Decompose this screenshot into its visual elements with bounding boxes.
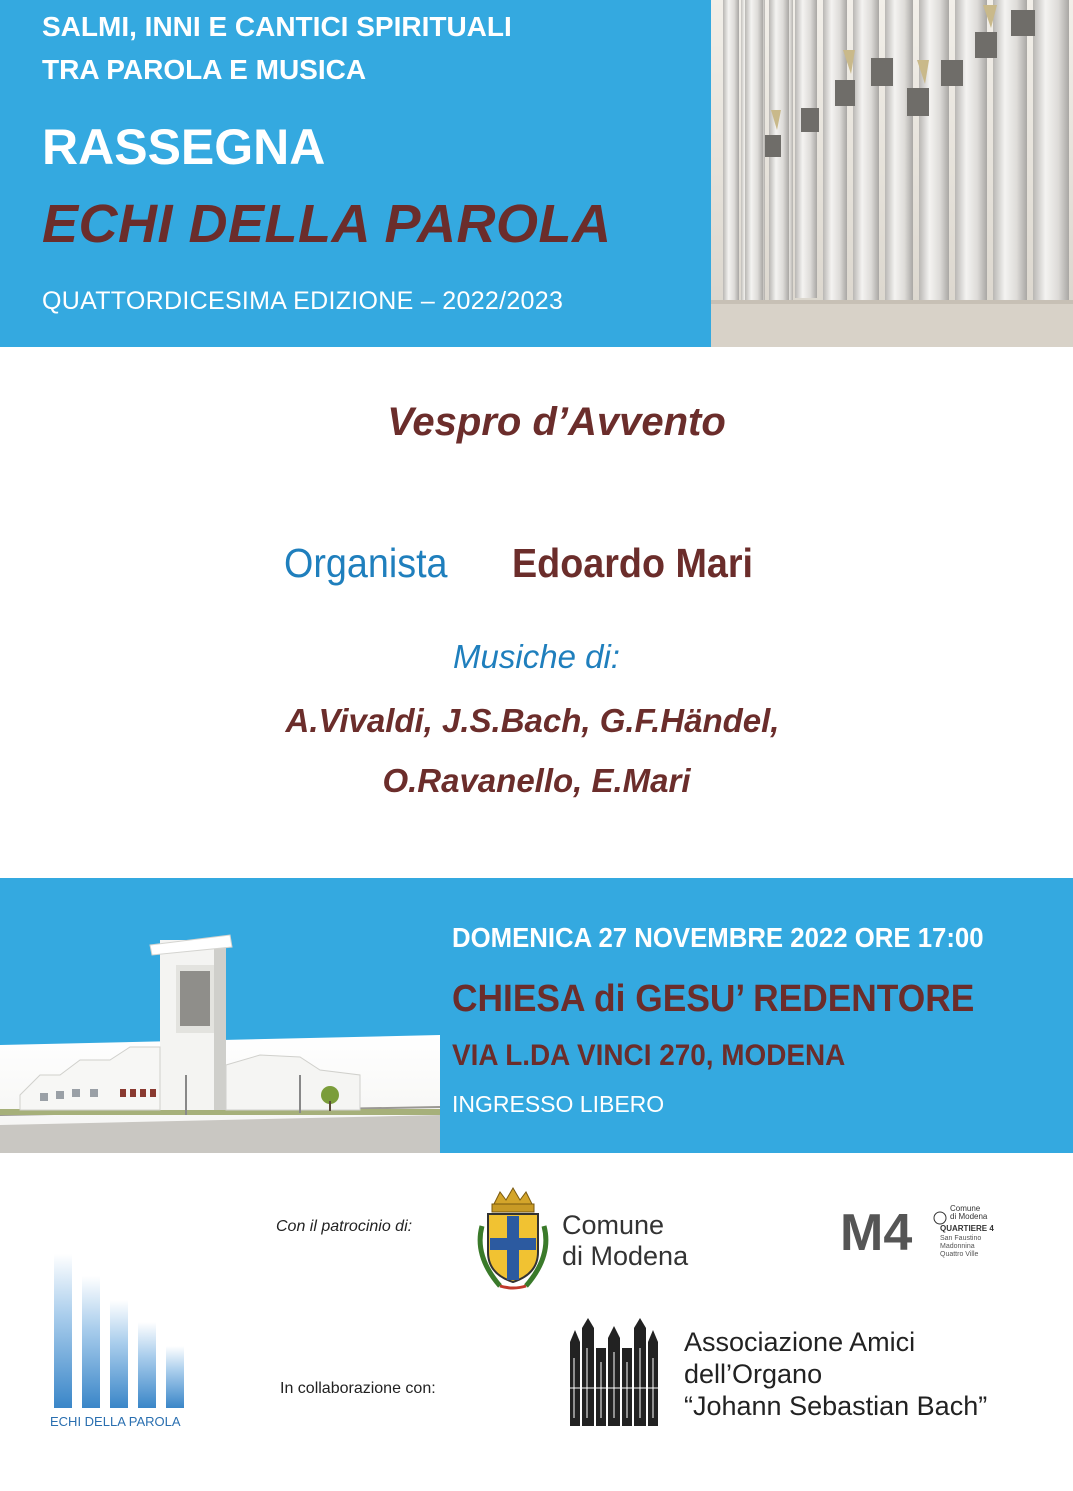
- admission-label: INGRESSO LIBERO: [452, 1091, 665, 1117]
- edition-label: QUATTORDICESIMA EDIZIONE – 2022/2023: [42, 287, 564, 315]
- quartiere-text-2: QUARTIERE 4: [940, 1224, 994, 1233]
- performer-name: Edoardo Mari: [512, 540, 754, 586]
- rassegna-label: RASSEGNA: [42, 119, 326, 175]
- association-line1: Associazione Amici: [684, 1327, 916, 1357]
- association-line3: “Johann Sebastian Bach”: [684, 1391, 988, 1421]
- patronage-label: Con il patrocinio di:: [276, 1218, 413, 1235]
- association-name: [684, 1326, 987, 1422]
- header-subtitle-line1: SALMI, INNI E CANTICI SPIRITUALI: [42, 11, 512, 42]
- quartiere-text-3: San Faustino: [940, 1235, 982, 1242]
- performer-row: [0, 534, 1073, 594]
- quartiere-mark: M4: [840, 1204, 913, 1262]
- composers-line1: A.Vivaldi, J.S.Bach, G.F.Händel,: [285, 702, 780, 739]
- quartiere-text-4: Madonnina: [940, 1243, 975, 1250]
- organ-pipes-photo: [711, 0, 1073, 347]
- quartiere-text-0: Comune: [950, 1204, 981, 1213]
- event-title: Vespro d’Avvento: [387, 400, 726, 444]
- quartiere-text-5: Quattro Ville: [940, 1251, 979, 1258]
- echi-logo-text: ECHI DELLA PAROLA: [50, 1414, 181, 1429]
- composers-line2: O.Ravanello, E.Mari: [382, 762, 691, 799]
- modena-crest-icon: [470, 1186, 556, 1292]
- quartiere-4-logo: [840, 1198, 1005, 1262]
- performer-role: Organista: [284, 540, 448, 586]
- organ-drawing-icon: [566, 1318, 662, 1426]
- venue-name: CHIESA di GESU’ REDENTORE: [452, 978, 975, 1020]
- music-label: Musiche di:: [453, 638, 620, 675]
- comune-name: [562, 1210, 688, 1272]
- association-line2: dell’Organo: [684, 1359, 823, 1389]
- comune-name-line2: di Modena: [562, 1241, 689, 1271]
- festival-title: ECHI DELLA PAROLA: [42, 194, 612, 254]
- venue-address: VIA L.DA VINCI 270, MODENA: [452, 1039, 846, 1072]
- event-date-time: DOMENICA 27 NOVEMBRE 2022 ORE 17:00: [452, 922, 984, 953]
- echi-bars-logo: [50, 1254, 196, 1432]
- collaboration-label: In collaborazione con:: [280, 1380, 436, 1397]
- header-subtitle-line2: TRA PAROLA E MUSICA: [42, 54, 367, 85]
- comune-name-line1: Comune: [562, 1210, 665, 1240]
- church-photo: [0, 925, 440, 1153]
- quartiere-text-1: di Modena: [950, 1212, 988, 1221]
